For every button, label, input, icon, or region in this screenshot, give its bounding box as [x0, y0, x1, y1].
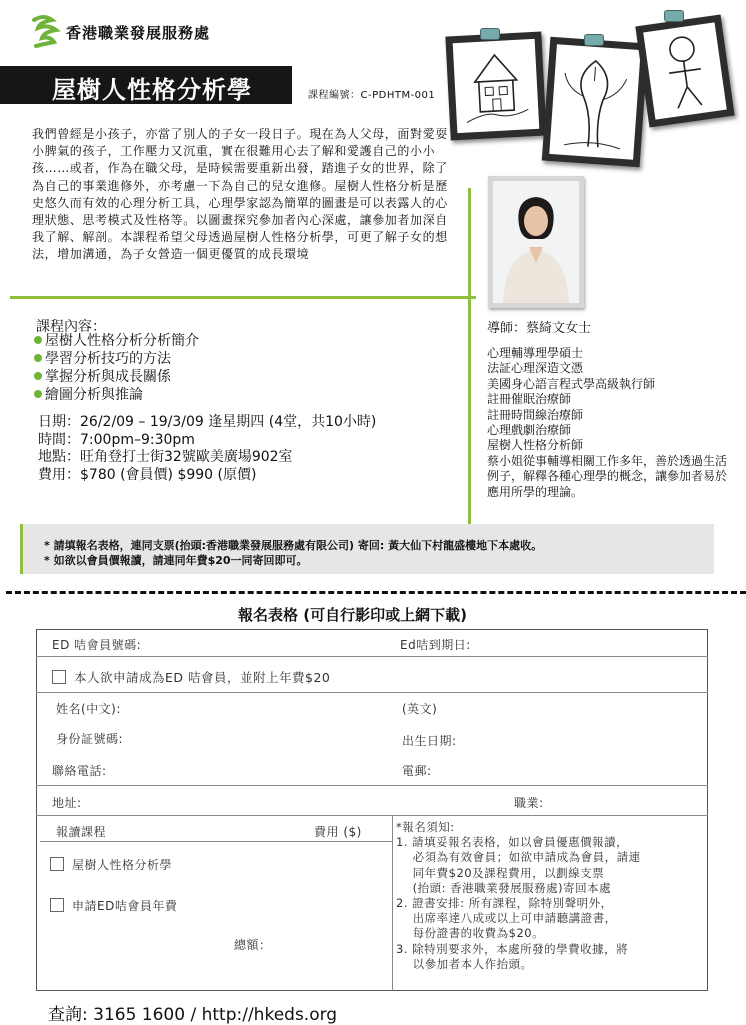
org-name: 香港職業發展服務處 [66, 24, 211, 42]
bullet-icon [34, 336, 42, 344]
enquiry-line: 查詢: 3165 1600 / http://hkeds.org [48, 1005, 338, 1025]
tree-icon [549, 44, 640, 160]
form-row [36, 756, 708, 786]
tree-clip [584, 34, 604, 46]
course-option-checkbox[interactable]: 屋樹人性格分析學 [50, 856, 172, 873]
checkbox-icon[interactable] [50, 898, 64, 912]
notes-text [44, 538, 542, 568]
course-info [38, 414, 376, 484]
house-drawing [445, 32, 546, 141]
form-row [36, 657, 708, 693]
expiry-field[interactable]: Ed咭到期日: [400, 638, 471, 652]
qualification-item: 註冊時間線治療師 [487, 407, 584, 422]
list-item: 掌握分析與成長關係 [34, 368, 199, 386]
name-en-field[interactable]: (英文) [402, 702, 438, 716]
course-time: 時間：7:00pm–9:30pm [38, 431, 195, 448]
checkbox-icon[interactable] [50, 857, 64, 871]
note-line: * 請填報名表格，連同支票(抬頭:香港職業發展服務處有限公司) 寄回: 黃大仙下村龍盛樓地下本處收。 [44, 539, 543, 552]
apply-member-checkbox[interactable]: 本人欲申請成為ED 咭會員，並附上年費$20 [52, 668, 330, 686]
tutor-qualifications [487, 346, 732, 500]
tree-drawing [542, 37, 648, 168]
notice-item: 3. 除特別要求外，本處所發的學費收據，將 以參加者本人作抬頭。 [396, 941, 629, 971]
house-clip [480, 28, 500, 40]
house-icon [453, 39, 540, 133]
phone-field[interactable]: 聯絡電話: [52, 764, 107, 778]
tutor-name: 導師：蔡綺文女士 [487, 321, 592, 336]
qualification-item: 心理戲劇治療師 [487, 423, 572, 438]
notice-item: 2. 證書安排: 所有課程，除特別聲明外， 出席率達八成或以上可申請聽講證書， 每份證書的收費為$20。 [396, 896, 617, 941]
column-header-line [40, 841, 392, 842]
form-row [36, 693, 708, 725]
tutor-portrait-icon [493, 181, 579, 303]
tutor-bio: 蔡小姐從事輔導相關工作多年，善於透過生活例子，解釋各種心理學的概念，讓參加者易於應用所學的理論。 [487, 453, 728, 499]
list-item: 學習分析技巧的方法 [34, 350, 199, 368]
course-title: 屋樹人性格分析學 [52, 76, 252, 104]
email-field[interactable]: 電郵: [402, 764, 432, 778]
name-cn-field[interactable]: 姓名(中文): [56, 702, 121, 716]
person-clip [664, 10, 684, 22]
content-heading: 課程內容： [36, 319, 106, 335]
bullet-icon [34, 354, 42, 362]
content-list [34, 332, 199, 404]
section-divider [10, 296, 476, 299]
notice-block [396, 820, 706, 972]
notice-item: 1. 請填妥報名表格，如以會員優惠價報讀， 必須為有效會員；如欲申請成為會員，請連 同年費$20及課程費用，以劃線支票 (抬頭: 香港職業發展服務處)寄回本處 [396, 835, 641, 895]
dob-field[interactable]: 出生日期: [402, 734, 457, 748]
total-label: 總額： [234, 938, 272, 952]
form-row [36, 786, 708, 816]
course-date: 日期：26/2/09 – 19/3/09 逢星期四 (4堂，共10小時) [38, 414, 377, 430]
member-no-field[interactable]: ED 咭會員號碼: [52, 638, 142, 652]
id-no-field[interactable]: 身份証號碼: [56, 732, 124, 746]
member-fee-checkbox[interactable]: 申請ED咭會員年費 [50, 897, 177, 914]
qualification-item: 註冊催眠治療師 [487, 392, 572, 407]
course-code: 課程編號：C-PDHTM-001 [308, 90, 436, 101]
notice-title: *報名須知: [396, 820, 455, 834]
address-field[interactable]: 地址: [52, 796, 82, 810]
course-fee: 費用：$780 (會員價) $990 (原價) [38, 466, 257, 483]
course-column-header: 報讀課程 [56, 825, 107, 839]
qualification-item: 美國身心語言程式學高級執行師 [487, 376, 656, 391]
form-title: 報名表格 (可自行影印或上網下載) [238, 606, 467, 624]
list-item: 繪圖分析與推論 [34, 386, 199, 404]
bullet-icon [34, 372, 42, 380]
list-item: 屋樹人性格分析分析簡介 [34, 332, 199, 350]
fee-column-header: 費用 ($) [314, 825, 362, 839]
person-drawing [635, 15, 734, 128]
vertical-divider [468, 188, 471, 524]
org-logo-icon [30, 14, 62, 48]
bullet-icon [34, 390, 42, 398]
person-icon [643, 22, 727, 119]
tutor-photo [488, 176, 584, 308]
occupation-field[interactable]: 職業: [514, 796, 544, 810]
cut-line [6, 591, 746, 594]
qualification-item: 法証心理深造文憑 [487, 361, 584, 376]
course-venue: 地點：旺角登打士街32號歐美廣場902室 [38, 449, 293, 465]
qualification-item: 屋樹人性格分析師 [487, 438, 584, 453]
form-column-divider [392, 816, 393, 991]
qualification-item: 心理輔導理學碩士 [487, 346, 584, 360]
intro-paragraph: 我們曾經是小孩子，亦當了別人的子女一段日子。現在為人父母，面對愛耍小脾氣的孩子，工作壓力又沉重，實在很難用心去了解和愛護自己的小小孩……或者，作為在職父母，是時候需要重新出發，踏進子女的世界，除了為自己的事業進修外，亦考慮一下為自己的兒女進修。屋樹人性格分析是歷史悠久而有效的心理分析工具，心理學家認為簡單的圖畫是可以表露人的心理狀態、思考模式及性格等。以圖畫探究參加者內心深處，讓參加者加深自我了解、解剖。本課程希望父母透過屋樹人性格分析學，可更了解子女的想法，增加溝通，為子女營造一個更優質的成長環境 [32, 127, 448, 262]
note-line: * 如欲以會員價報讀，請連同年費$20一同寄回即可。 [44, 554, 308, 567]
